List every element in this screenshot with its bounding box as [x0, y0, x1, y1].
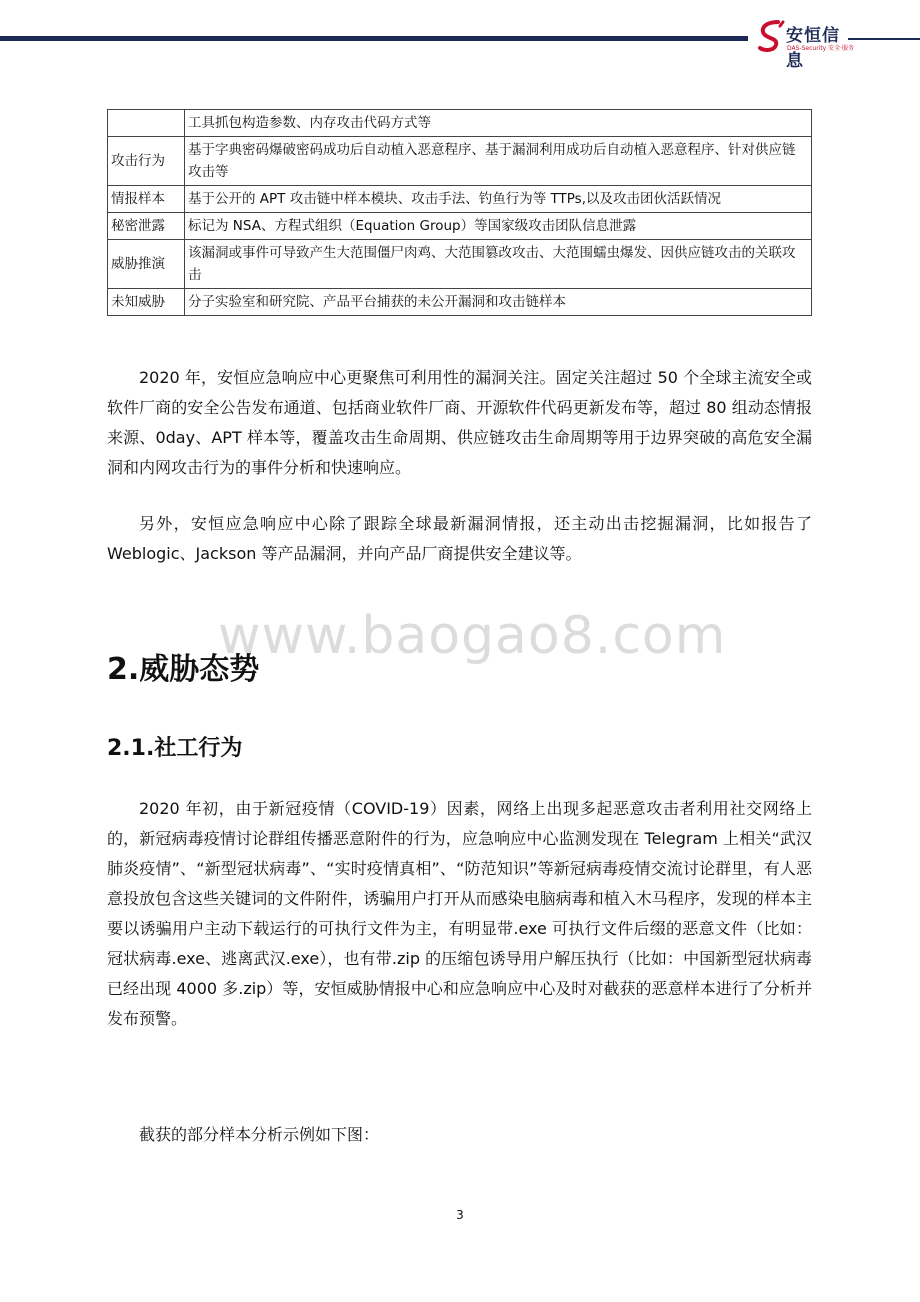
- paragraph-vulnerability-mining: 另外，安恒应急响应中心除了跟踪全球最新漏洞情报，还主动出击挖掘漏洞，比如报告了 Weblogic、Jackson 等产品漏洞，并向产品厂商提供安全建议等。: [107, 514, 812, 563]
- table-cell-label: 情报样本: [108, 186, 185, 213]
- page-number: 3: [456, 1208, 464, 1222]
- watermark: www.baogao8.com: [218, 606, 727, 666]
- table-row: [108, 137, 812, 186]
- table-row: [108, 110, 812, 137]
- table-cell-text: 分子实验室和研究院、产品平台捕获的未公开漏洞和攻击链样本: [185, 289, 812, 316]
- paragraph-sample-intro: 截获的部分样本分析示例如下图：: [139, 1125, 380, 1144]
- table-cell-label: 攻击行为: [108, 137, 185, 186]
- threat-source-table: [107, 109, 812, 316]
- table-cell-label: 未知威胁: [108, 289, 185, 316]
- paragraph-vulnerability-focus: 2020 年，安恒应急响应中心更聚焦可利用性的漏洞关注。固定关注超过 50 个全球主流安全或软件厂商的安全公告发布通道、包括商业软件厂商、开源软件代码更新发布等，超过 80 组动态情报来源、0day、APT 样本等，覆盖攻击生命周期、供应链攻击生命周期等用于边界突破的高危安全漏洞和内网攻击行为的事件分析和快速响应。: [107, 368, 812, 477]
- table-row: [108, 289, 812, 316]
- table-cell-label: 威胁推演: [108, 240, 185, 289]
- table-cell-text: 标记为 NSA、方程式组织（Equation Group）等国家级攻击团队信息泄露: [185, 213, 812, 240]
- table-cell-text: 该漏洞或事件可导致产生大范围僵尸肉鸡、大范围篡改攻击、大范围蠕虫爆发、因供应链攻击的关联攻击: [185, 240, 812, 289]
- brand-logo-icon: [756, 18, 786, 56]
- header-rule: [0, 36, 748, 41]
- brand-name: 安恒信息: [786, 26, 840, 71]
- paragraph-social-engineering: 2020 年初，由于新冠疫情（COVID-19）因素，网络上出现多起恶意攻击者利用社交网络上的，新冠病毒疫情讨论群组传播恶意附件的行为，应急响应中心监测发现在 Telegram 上相关“武汉肺炎疫情”、“新型冠状病毒”、“实时疫情真相”、“防范知识”等新冠病毒疫情交流讨论群里，有人恶意投放包含这些关键词的文件附件，诱骗用户打开从而感染电脑病毒和植入木马程序，发现的样本主要以诱骗用户主动下载运行的可执行文件为主，有明显带.exe 可执行文件后缀的恶意文件（比如：冠状病毒.exe、逃离武汉.exe），也有带.zip 的压缩包诱导用户解压执行（比如：中国新型冠状病毒已经出现 4000 多.zip）等，安恒威胁情报中心和应急响应中心及时对截获的恶意样本进行了分析并发布预警。: [107, 799, 812, 1028]
- table-cell-label: 秘密泄露: [108, 213, 185, 240]
- section-heading: 2.威胁态势: [107, 652, 260, 687]
- subsection-heading: 2.1.社工行为: [107, 736, 243, 761]
- table-cell-text: 工具抓包构造参数、内存攻击代码方式等: [185, 110, 812, 137]
- table-row: [108, 213, 812, 240]
- table-row: [108, 186, 812, 213]
- table-cell-text: 基于字典密码爆破密码成功后自动植入恶意程序、基于漏洞利用成功后自动植入恶意程序、针对供应链攻击等: [185, 137, 812, 186]
- table-row: [108, 240, 812, 289]
- table-cell-label: [108, 110, 185, 137]
- table-cell-text: 基于公开的 APT 攻击链中样本模块、攻击手法、钓鱼行为等 TTPs,以及攻击团伙活跃情况: [185, 186, 812, 213]
- brand-subtitle: DAS-Security 安全·服务: [787, 45, 855, 52]
- header-rule-right: [848, 38, 920, 40]
- brand-logo: [756, 18, 855, 71]
